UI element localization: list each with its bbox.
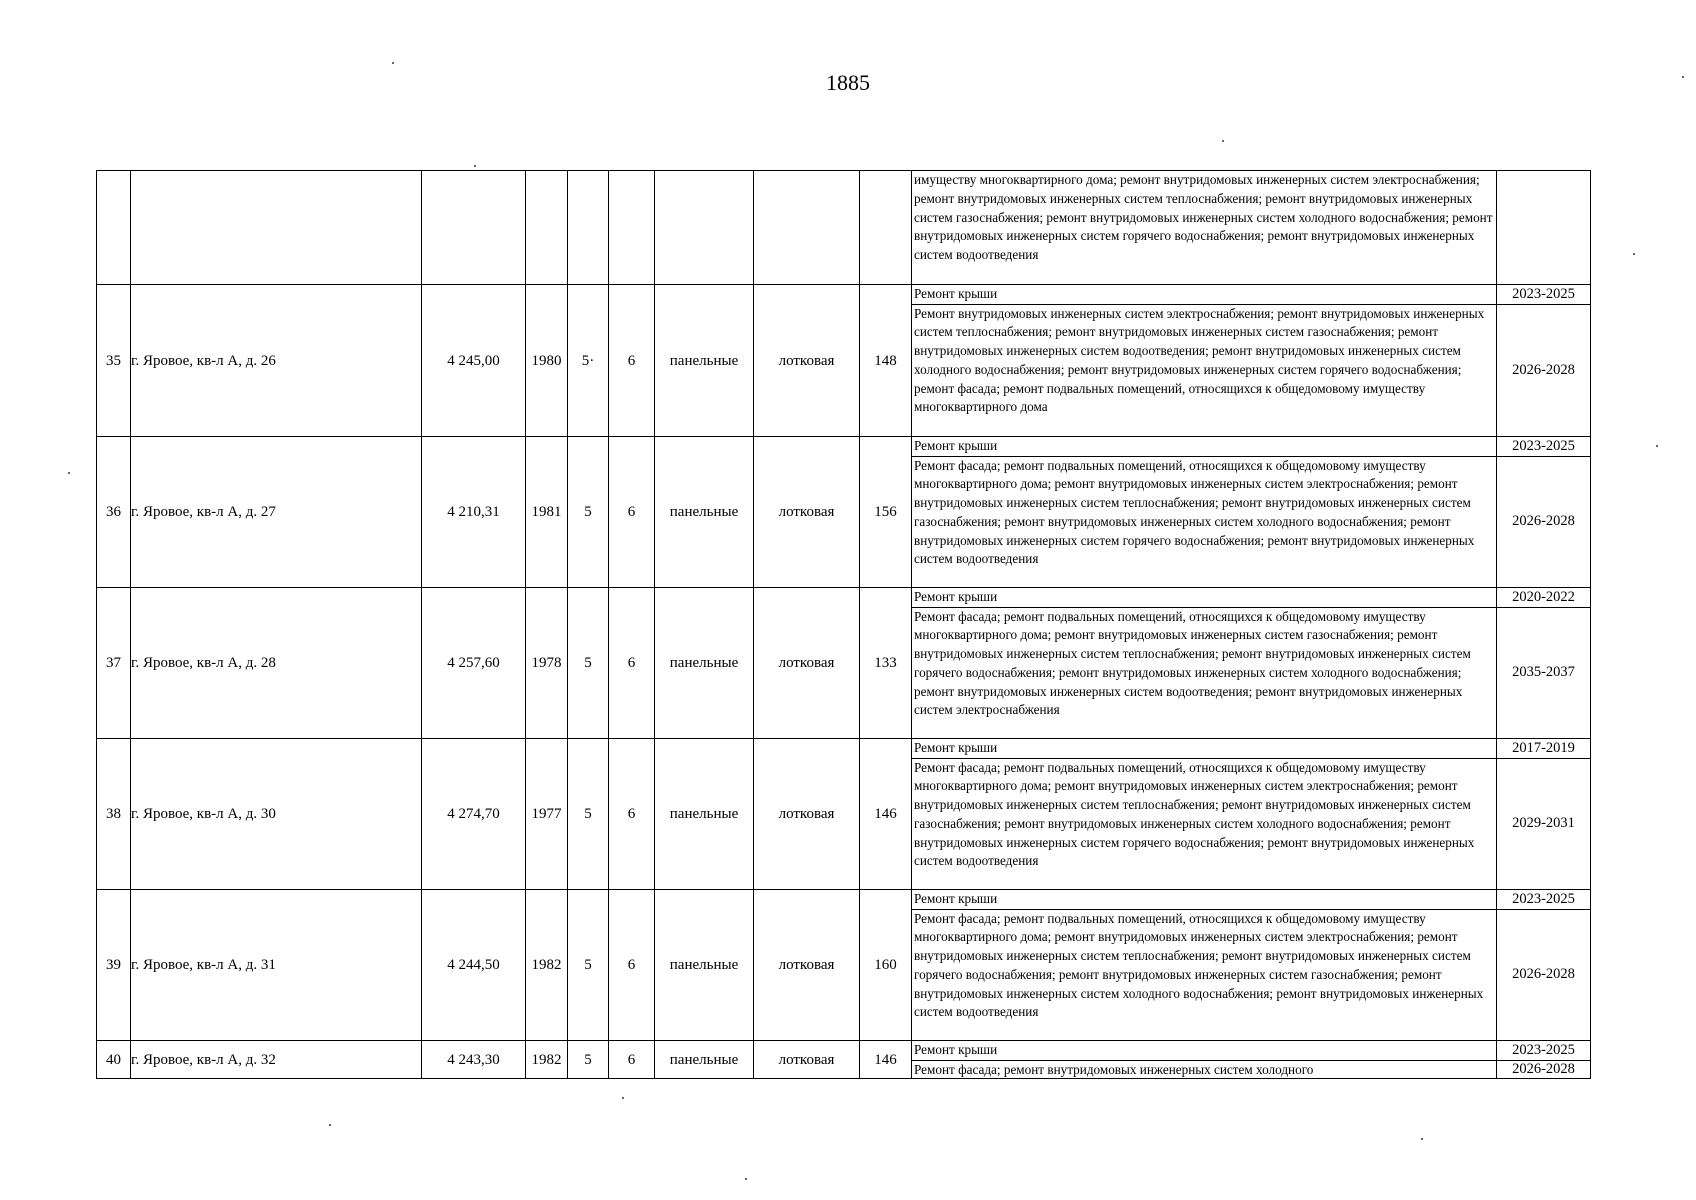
walls-cell <box>655 171 754 285</box>
other-works-text: Ремонт фасада; ремонт подвальных помещений, относящихся к общедомовому имуществу многоквартирного дома; ремонт внутридомовых инженерных систем электроснабжения; ремонт внутридомовых инженерных систем теплоснабжения; ремонт внутридомовых инженерных систем горячего водоснабжения; ремонт внутридомовых инженерных систем газоснабжения; ремонт внутридомовых инженерных систем холодного водоснабжения; ремонт внутридомовых инженерных систем водоотведения <box>914 910 1484 1020</box>
scan-speck <box>1421 1138 1423 1140</box>
other-works-years: 2026-2028 <box>1512 1060 1575 1077</box>
table-row <box>97 588 1591 739</box>
roof-years: 2023-2025 <box>1497 1041 1590 1061</box>
address-cell: г. Яровое, кв-л А, д. 32 <box>131 1041 422 1079</box>
years-cell <box>1497 285 1591 437</box>
floors-cell: 5 <box>568 890 609 1041</box>
year-built-cell: 1977 <box>526 739 568 890</box>
year-cell <box>526 171 568 285</box>
scan-speck <box>745 1178 747 1180</box>
years-cell <box>1497 739 1591 890</box>
residents-cell: 133 <box>860 588 912 739</box>
roof-repair-text: Ремонт крыши <box>912 285 1496 305</box>
works-cell <box>912 285 1497 437</box>
area-cell: 4 244,50 <box>422 890 526 1041</box>
num-cell <box>97 171 131 285</box>
scan-speck <box>474 165 476 167</box>
page-number: 1885 <box>826 70 870 95</box>
continuation-row <box>97 171 1591 285</box>
roof-type-cell: лотковая <box>754 588 860 739</box>
works-cell <box>912 890 1497 1041</box>
residents-cell: 146 <box>860 1041 912 1079</box>
address-cell: г. Яровое, кв-л А, д. 28 <box>131 588 422 739</box>
repair-schedule-table <box>96 170 1591 1079</box>
floors-cell: 5 <box>568 1041 609 1079</box>
year-built-cell: 1980 <box>526 285 568 437</box>
continuation-works-text: имуществу многоквартирного дома; ремонт внутридомовых инженерных систем электроснабжения; ремонт внутридомовых инженерных систем теплоснабжения; ремонт внутридомовых инженерных систем газоснабжения; ремонт внутридомовых инженерных систем холодного водоснабжения; ремонт внутридомовых инженерных систем горячего водоснабжения; ремонт внутридомовых инженерных систем водоотведения <box>914 172 1493 263</box>
other-works-years: 2029-2031 <box>1512 815 1575 831</box>
table-row <box>97 739 1591 890</box>
year-built-cell: 1982 <box>526 1041 568 1079</box>
row-number: 39 <box>97 890 131 1041</box>
scan-speck <box>1682 76 1684 78</box>
scan-speck <box>1222 140 1224 142</box>
row-number: 37 <box>97 588 131 739</box>
floors-cell: 5 <box>568 739 609 890</box>
residents-cell: 148 <box>860 285 912 437</box>
roof-type-cell: лотковая <box>754 437 860 588</box>
wall-material-cell: панельные <box>655 890 754 1041</box>
other-works-years: 2035-2037 <box>1512 664 1575 680</box>
other-works-text: Ремонт фасада; ремонт подвальных помещений, относящихся к общедомовому имуществу многоквартирного дома; ремонт внутридомовых инженерных систем электроснабжения; ремонт внутридомовых инженерных систем теплоснабжения; ремонт внутридомовых инженерных систем газоснабжения; ремонт внутридомовых инженерных систем холодного водоснабжения; ремонт внутридомовых инженерных систем горячего водоснабжения; ремонт внутридомовых инженерных систем водоотведения <box>914 759 1475 869</box>
wall-material-cell: панельные <box>655 1041 754 1079</box>
scan-speck <box>1633 253 1635 255</box>
roof-type-cell: лотковая <box>754 739 860 890</box>
roof-type-cell <box>754 171 860 285</box>
entrances-cell: 6 <box>609 739 655 890</box>
row-number: 40 <box>97 1041 131 1079</box>
table-row <box>97 890 1591 1041</box>
area-cell: 4 257,60 <box>422 588 526 739</box>
years-cell <box>1497 171 1591 285</box>
scan-speck <box>1656 445 1658 447</box>
roof-years: 2017-2019 <box>1497 739 1590 759</box>
entrances-cell: 6 <box>609 1041 655 1079</box>
row-number: 35 <box>97 285 131 437</box>
roof-years: 2020-2022 <box>1497 588 1590 608</box>
area-cell: 4 243,30 <box>422 1041 526 1079</box>
works-cell <box>912 588 1497 739</box>
floors-cell <box>568 171 609 285</box>
wall-material-cell: панельные <box>655 739 754 890</box>
years-cell <box>1497 588 1591 739</box>
address-cell: г. Яровое, кв-л А, д. 26 <box>131 285 422 437</box>
wall-material-cell: панельные <box>655 437 754 588</box>
other-works-text: Ремонт фасада; ремонт внутридомовых инженерных систем холодного <box>914 1061 1314 1077</box>
works-cell <box>912 171 1497 285</box>
roof-years: 2023-2025 <box>1497 285 1590 305</box>
year-built-cell: 1978 <box>526 588 568 739</box>
table-row <box>97 285 1591 437</box>
roof-repair-text: Ремонт крыши <box>912 1041 1496 1061</box>
row-number: 38 <box>97 739 131 890</box>
roof-type-cell: лотковая <box>754 890 860 1041</box>
scan-speck <box>622 1097 624 1099</box>
roof-type-cell: лотковая <box>754 285 860 437</box>
roof-type-cell: лотковая <box>754 1041 860 1079</box>
entrances-cell: 6 <box>609 890 655 1041</box>
roof-years: 2023-2025 <box>1497 437 1590 457</box>
years-cell <box>1497 890 1591 1041</box>
years-cell <box>1497 437 1591 588</box>
roof-years: 2023-2025 <box>1497 890 1590 910</box>
table-row <box>97 1041 1591 1079</box>
works-cell <box>912 1041 1497 1079</box>
scan-speck <box>68 472 70 474</box>
other-works-text: Ремонт фасада; ремонт подвальных помещений, относящихся к общедомовому имуществу многоквартирного дома; ремонт внутридомовых инженерных систем электроснабжения; ремонт внутридомовых инженерных систем теплоснабжения; ремонт внутридомовых инженерных систем газоснабжения; ремонт внутридомовых инженерных систем холодного водоснабжения; ремонт внутридомовых инженерных систем горячего водоснабжения; ремонт внутридомовых инженерных систем водоотведения <box>914 457 1475 567</box>
entrances-cell: 6 <box>609 437 655 588</box>
other-works-years: 2026-2028 <box>1512 361 1575 378</box>
address-cell: г. Яровое, кв-л А, д. 27 <box>131 437 422 588</box>
other-works-years: 2026-2028 <box>1512 513 1575 529</box>
roof-repair-text: Ремонт крыши <box>912 739 1496 759</box>
years-cell <box>1497 1041 1591 1079</box>
address-cell: г. Яровое, кв-л А, д. 30 <box>131 739 422 890</box>
area-cell: 4 245,00 <box>422 285 526 437</box>
year-built-cell: 1981 <box>526 437 568 588</box>
area-cell <box>422 171 526 285</box>
scan-speck <box>392 62 394 64</box>
floors-cell: 5· <box>568 285 609 437</box>
scan-speck <box>329 1124 331 1126</box>
roof-repair-text: Ремонт крыши <box>912 437 1496 457</box>
other-works-text: Ремонт внутридомовых инженерных систем электроснабжения; ремонт внутридомовых инженерных систем теплоснабжения; ремонт внутридомовых инженерных систем газоснабжения; ремонт внутридомовых инженерных систем водоотведения; ремонт внутридомовых инженерных систем холодного водоснабжения; ремонт внутридомовых инженерных систем горячего водоснабжения; ремонт фасада; ремонт подвальных помещений, относящихся к общедомовому имуществу многоквартирного дома <box>914 305 1485 415</box>
year-built-cell: 1982 <box>526 890 568 1041</box>
entrances-cell <box>609 171 655 285</box>
wall-material-cell: панельные <box>655 588 754 739</box>
address-cell: г. Яровое, кв-л А, д. 31 <box>131 890 422 1041</box>
address-cell <box>131 171 422 285</box>
residents-cell: 160 <box>860 890 912 1041</box>
area-cell: 4 210,31 <box>422 437 526 588</box>
works-cell <box>912 437 1497 588</box>
wall-material-cell: панельные <box>655 285 754 437</box>
works-cell <box>912 739 1497 890</box>
residents-cell <box>860 171 912 285</box>
row-number: 36 <box>97 437 131 588</box>
residents-cell: 156 <box>860 437 912 588</box>
entrances-cell: 6 <box>609 588 655 739</box>
other-works-text: Ремонт фасада; ремонт подвальных помещений, относящихся к общедомовому имуществу многоквартирного дома; ремонт внутридомовых инженерных систем газоснабжения; ремонт внутридомовых инженерных систем теплоснабжения; ремонт внутридомовых инженерных систем горячего водоснабжения; ремонт внутридомовых инженерных систем холодного водоснабжения; ремонт внутридомовых инженерных систем водоотведения; ремонт внутридомовых инженерных систем электроснабжения <box>914 608 1471 718</box>
floors-cell: 5 <box>568 588 609 739</box>
residents-cell: 146 <box>860 739 912 890</box>
other-works-years: 2026-2028 <box>1512 966 1575 982</box>
entrances-cell: 6 <box>609 285 655 437</box>
roof-repair-text: Ремонт крыши <box>912 890 1496 910</box>
table-row <box>97 437 1591 588</box>
roof-repair-text: Ремонт крыши <box>912 588 1496 608</box>
area-cell: 4 274,70 <box>422 739 526 890</box>
floors-cell: 5 <box>568 437 609 588</box>
